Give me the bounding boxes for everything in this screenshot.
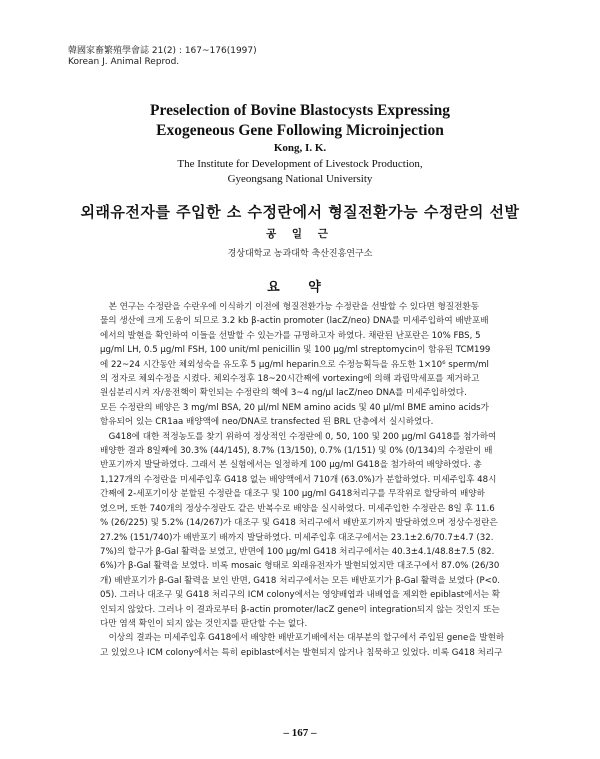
korean-author: 공 일 근 xyxy=(266,228,334,240)
abstract-line: 05). 그러나 대조구 및 G418 처리구의 ICM colony에서는 영양배엽과 내배엽을 제외한 epiblast에서는 확 xyxy=(100,590,501,601)
abstract-line: 개) 배반포기가 β-Gal 활력을 보인 반면, G418 처리구에서는 모든 배반포기가 β-Gal 활력을 보였다 (P<0. xyxy=(100,575,501,586)
abstract-line: G418에 대한 적정농도를 찾기 위하여 정상적인 수정란에 0, 50, 100 및 200 μg/ml G418를 첨가하여 xyxy=(100,431,497,442)
paper-title-line-1: Preselection of Bovine Blastocysts Expressing xyxy=(150,102,450,119)
abstract-line: 인되지 않았다. 그러나 이 결과로부터 β-actin promoter/lacZ gene이 integration되지 않는 것인지 또는 xyxy=(100,604,500,615)
abstract-line: 에 22~24 시간동안 체외성숙을 유도후 5 μg/ml heparin으로 수정능획득을 유도한 1×10⁶ sperm/ml xyxy=(100,359,489,370)
abstract-line: 다만 염색 확인이 되지 않는 것인지를 판단할 수는 없다. xyxy=(100,618,308,629)
abstract-line: 27.2% (151/740)가 배반포기 배까지 발달하였다. 미세주입후 대조구에서는 23.1±2.6/70.7±4.7 (32. xyxy=(100,532,494,543)
abstract-line: % (26/225) 및 5.2% (14/267)가 대조구 및 G418 처리구에서 배반포기까지 발달하였으며 정상수정란은 xyxy=(100,518,498,529)
abstract-heading: 요 약 xyxy=(267,280,333,295)
abstract-line: 배양한 결과 8일째에 30.3% (44/145), 8.7% (13/150), 0.7% (1/151) 및 0% (0/134)의 수정란이 배 xyxy=(100,446,493,457)
abstract-line: 의 정자로 체외수정을 시켰다. 체외수정후 18~20시간째에 vortexing에 의해 과립막세포를 제거하고 xyxy=(100,374,480,385)
paper-title-line-2: Exogeneous Gene Following Microinjection xyxy=(156,122,444,139)
korean-title: 외래유전자를 주입한 소 수정란에서 형질전환가능 수정란의 선발 xyxy=(80,203,520,221)
abstract-line: 원심분리시켜 자/웅전핵이 확인되는 수정란의 핵에 3~4 ng/μl lacZ/neo DNA를 미세주입하였다. xyxy=(100,388,467,399)
journal-citation xyxy=(68,46,257,68)
abstract-line: 간째에 2-세포기이상 분할된 수정란을 대조구 및 100 μg/ml G418처리구를 무작위로 할당하여 배양하 xyxy=(100,489,485,500)
abstract-line: 였으며, 또한 740개의 정상수정란도 같은 반복수로 배양을 실시하였다. 미세주입한 수정란은 8일 후 11.6 xyxy=(100,503,495,514)
affiliation-line-1: The Institute for Development of Livestock Production, xyxy=(177,158,423,170)
abstract-line: 1,127개의 수정란을 미세주입후 G418 없는 배양액에서 710개 (63.0%)가 분할하였다. 미세주입후 48시 xyxy=(100,474,497,485)
abstract-line: 7%)의 할구가 β-Gal 활력을 보였고, 반면에 100 μg/ml G418 처리구에서는 40.3±4.1/48.8±7.5 (82. xyxy=(100,546,495,557)
abstract-line: 함유되어 있는 CR1aa 배양액에 neo/DNA로 transfected 된 BRL 단층에서 실시하였다. xyxy=(100,417,434,428)
abstract-line: 6%)가 β-Gal 활력을 보였다. 비록 mosaic 형태로 외래유전자가 발현되었지만 대조구에서 87.0% (26/30 xyxy=(100,561,500,572)
abstract-line: μg/ml LH, 0.5 μg/ml FSH, 100 unit/ml penicillin 및 100 μg/ml streptomycin이 함유된 TCM199 xyxy=(100,345,491,356)
abstract-line: 이상의 결과는 미세주입후 G418에서 배양한 배반포기배에서는 대부분의 할구에서 주입된 gene을 발현하 xyxy=(100,633,505,644)
abstract-line: 모든 수정란의 배양은 3 mg/ml BSA, 20 μl/ml NEM amino acids 및 40 μl/ml BME amino acids가 xyxy=(100,402,489,413)
abstract-line: 고 있었으나 ICM colony에서는 특히 epiblast에서는 발현되지 않거나 침묵하고 있었다. 비록 G418 처리구 xyxy=(100,647,503,658)
journal-citation-korean: 韓國家畜繁殖學會誌 21(2) : 167~176(1997) xyxy=(68,46,257,56)
abstract-line: 본 연구는 수정란을 수란우에 이식하기 이전에 형질전환가능 수정란을 선발할 수 있다면 형질전환동 xyxy=(100,302,480,312)
abstract-line: 에서의 발현을 확인하여 이들을 선발할 수 있는가를 규명하고자 하였다. 채란된 난포란은 10% FBS, 5 xyxy=(100,330,481,341)
abstract-body xyxy=(100,300,545,660)
affiliation-line-2: Gyeongsang National University xyxy=(227,173,373,185)
abstract-line: 물의 생산에 크게 도움이 되므로 3.2 kb β-actin promoter (lacZ/neo) DNA를 미세주입하여 배반포배 xyxy=(100,316,489,327)
abstract-line: 반포기까지 발달하였다. 그래서 본 실험에서는 일정하게 100 μg/ml G418을 첨가하여 배양하였다. 총 xyxy=(100,460,482,471)
page-number: – 167 – xyxy=(283,727,317,739)
author-name: Kong, I. K. xyxy=(273,142,327,154)
journal-citation-english: Korean J. Animal Reprod. xyxy=(68,57,180,67)
korean-affiliation: 경상대학교 농과대학 축산진흥연구소 xyxy=(227,249,373,259)
